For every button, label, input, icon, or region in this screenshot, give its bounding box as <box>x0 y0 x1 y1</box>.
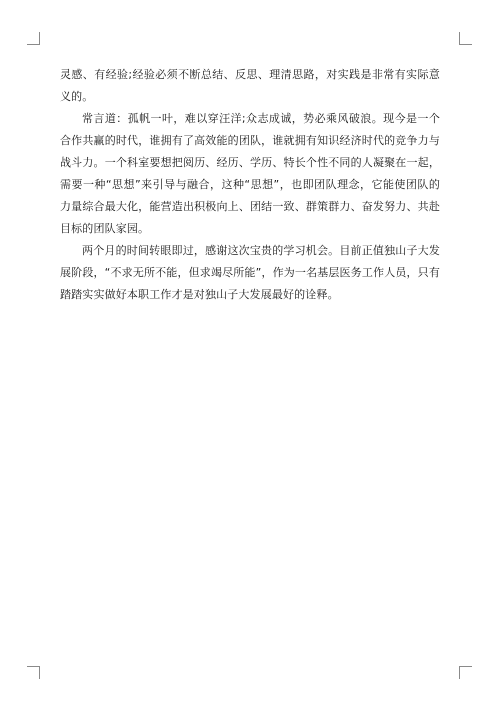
paragraph-conclusion: 两个月的时间转眼即过，感谢这次宝贵的学习机会。目前正值独山子大发展阶段，“不求无所不能，但求竭尽所能”，作为一名基层医务工作人员，只有踏踏实实做好本职工作才是对独山子大发展最好的诠释。 <box>60 244 440 301</box>
paragraph-team-concept: 常言道：孤帆一叶，难以穿汪洋;众志成诚，势必乘风破浪。现今是一个合作共赢的时代，谁拥有了高效能的团队，谁就拥有知识经济时代的竞争力与战斗力。一个科室要想把阅历、经历、学历、特长个性不同的人凝聚在一起，需要一种“思想”来引导与融合，这种“思想”，也即团队理念，它能使团队的力量综合最大化，能营造出积极向上、团结一致、群策群力、奋发努力、共赴目标的团队家园。 <box>60 112 440 235</box>
crop-mark-bottom-left <box>27 666 40 679</box>
paragraph-continuation: 灵感、有经验;经验必须不断总结、反思、理清思路，对实践是非常有实际意义的。 <box>60 68 440 103</box>
crop-mark-top-right <box>459 32 472 45</box>
crop-mark-bottom-right <box>459 666 472 679</box>
crop-mark-top-left <box>27 32 40 45</box>
document-body <box>60 64 440 306</box>
